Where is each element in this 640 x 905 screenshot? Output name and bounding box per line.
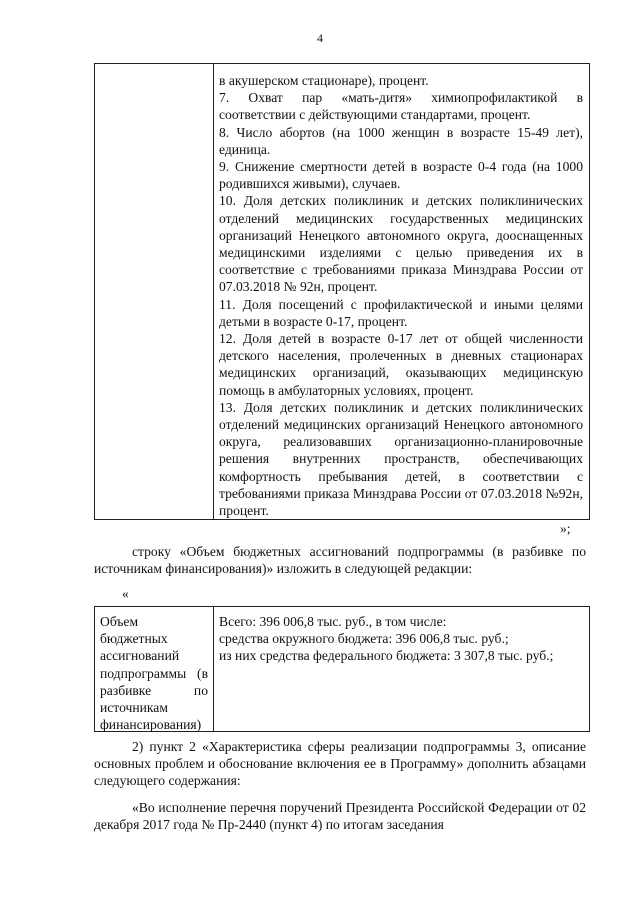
program-indicators-table: [94, 63, 590, 520]
budget-values-cell: [219, 613, 587, 665]
indicator-line: в акушерском стационаре), процент.: [219, 73, 429, 88]
indicators-cell: [219, 72, 583, 519]
budget-line: средства окружного бюджета: 396 006,8 тыс. руб.;: [219, 631, 509, 647]
indicator-line: 7. Охват пар «мать-дитя» химиопрофилактикой в соответствии с действующими стандартами, процент.: [219, 90, 583, 123]
indicator-line: 12. Доля детей в возрасте 0-17 лет от общей численности детского населения, пролеченных в дневных стационарах медицинских организаций, оказывающих медицинскую помощь в амбулаторных условиях, процент.: [219, 331, 583, 398]
item-2-paragraph: [94, 738, 586, 790]
page-number: 4: [317, 31, 323, 45]
table-column-divider: [213, 64, 214, 519]
budget-line: Всего: 396 006,8 тыс. руб., в том числе:: [219, 614, 447, 629]
table-column-divider: [213, 607, 214, 731]
quote-paragraph: [94, 799, 586, 833]
amend-paragraph: [94, 543, 586, 577]
amend-text: строку «Объем бюджетных ассигнований подпрограммы (в разбивке по источникам финансирования)» изложить в следующей редакции:: [94, 544, 586, 577]
closing-quote: »;: [560, 521, 571, 536]
indicator-line: 10. Доля детских поликлиник и детских поликлинических отделений медицинских государственных медицинских организаций Ненецкого автономного округа, дооснащенных медицинскими изделиями с целью приведения их в соответствие с требованиями приказа Минздрава России от 07.03.2018 № 92н, процент.: [219, 193, 583, 295]
budget-line: из них средства федерального бюджета: 3 307,8 тыс. руб.;: [219, 648, 554, 664]
budget-label: Объем бюджетных ассигнований подпрограммы (в разбивке по источникам финансирования): [100, 614, 208, 733]
opening-quote: «: [122, 586, 129, 601]
budget-label-cell: [100, 613, 208, 733]
indicator-line: 8. Число абортов (на 1000 женщин в возрасте 15-49 лет), единица.: [219, 124, 583, 157]
indicator-line: 9. Снижение смертности детей в возрасте 0-4 года (на 1000 родившихся живыми), случаев.: [219, 159, 583, 192]
item-2-text: 2) пункт 2 «Характеристика сферы реализации подпрограммы 3, описание основных проблем и обоснование включения ее в Программу» дополнить абзацами следующего содержания:: [94, 739, 586, 789]
quote-text: «Во исполнение перечня поручений Президента Российской Федерации от 02 декабря 2017 года № Пр-2440 (пункт 4) по итогам заседания: [94, 800, 586, 833]
budget-table: [94, 606, 590, 732]
indicator-line: 13. Доля детских поликлиник и детских поликлинических отделений медицинских организаций Ненецкого автономного округа, реализовавших организационно-планировочные решения внутренних пространств, обеспечивающих комфортность пребывания детей, в соответствии с требованиями приказа Минздрава России от 07.03.2018 №92н, процент.: [219, 399, 583, 519]
indicator-line: 11. Доля посещений с профилактической и иными целями детьми в возрасте 0-17, процент.: [219, 296, 583, 329]
